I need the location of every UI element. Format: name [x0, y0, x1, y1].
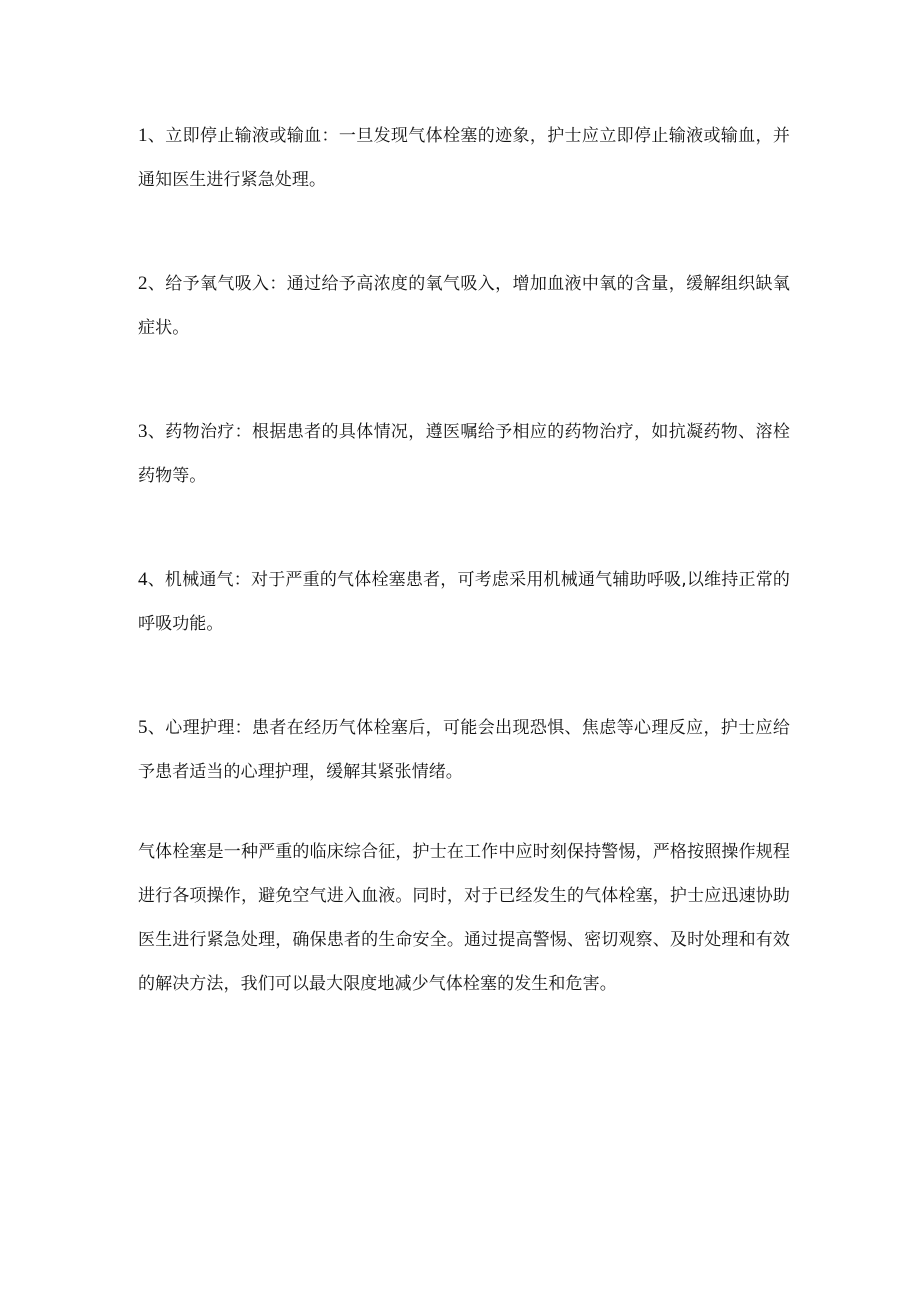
step-1-paragraph [138, 114, 790, 202]
step-1-number: 1 [138, 125, 148, 146]
step-4-number: 4 [138, 569, 148, 590]
step-5-text: 、心理护理：患者在经历气体栓塞后，可能会出现恐惧、焦虑等心理反应，护士应给予患者适当的心理护理，缓解其紧张情绪。 [138, 718, 790, 782]
step-1-text: 、立即停止输液或输血：一旦发现气体栓塞的迹象，护士应立即停止输液或输血，并通知医生进行紧急处理。 [138, 126, 790, 190]
document-body [138, 114, 790, 1006]
step-3-text: 、药物治疗：根据患者的具体情况，遵医嘱给予相应的药物治疗，如抗凝药物、溶栓药物等。 [138, 422, 790, 486]
step-3-number: 3 [138, 421, 148, 442]
summary-paragraph: 气体栓塞是一种严重的临床综合征，护士在工作中应时刻保持警惕，严格按照操作规程进行各项操作，避免空气进入血液。同时，对于已经发生的气体栓塞，护士应迅速协助医生进行紧急处理，确保患者的生命安全。通过提高警惕、密切观察、及时处理和有效的解决方法，我们可以最大限度地减少气体栓塞的发生和危害。 [138, 842, 790, 994]
step-2-number: 2 [138, 273, 148, 294]
step-2-text: 、给予氧气吸入：通过给予高浓度的氧气吸入，增加血液中氧的含量，缓解组织缺氧症状。 [138, 274, 790, 338]
step-5-number: 5 [138, 717, 148, 738]
step-4-paragraph [138, 558, 790, 646]
step-5-paragraph [138, 706, 790, 794]
step-4-text: 、机械通气：对于严重的气体栓塞患者，可考虑采用机械通气辅助呼吸,以维持正常的呼吸功能。 [138, 570, 790, 634]
step-3-paragraph [138, 410, 790, 498]
step-2-paragraph [138, 262, 790, 350]
